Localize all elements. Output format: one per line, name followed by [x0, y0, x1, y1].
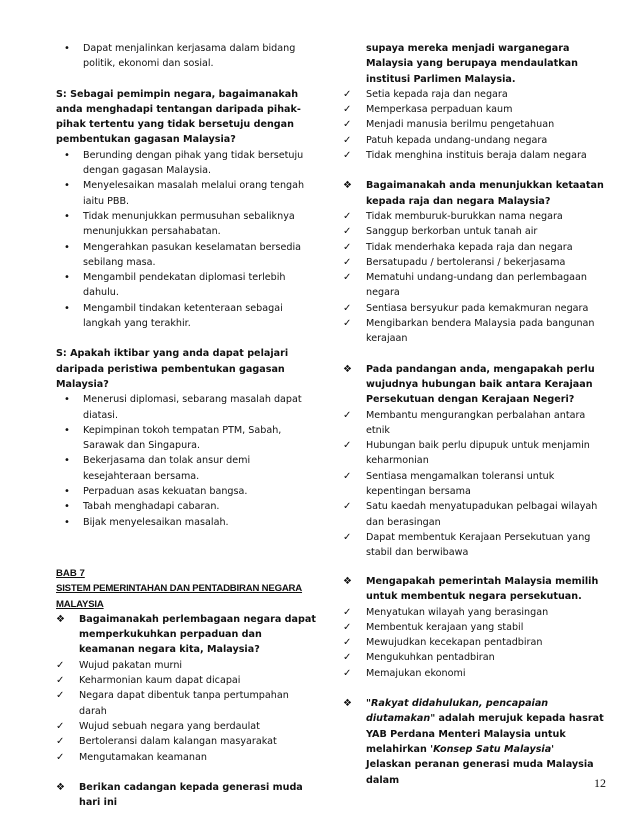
- question-lessons: S: Apakah iktibar yang anda dapat pelajari daripada peristiwa pembentukan gagasan Malaysia?: [56, 348, 289, 390]
- question-leadership: S: Sebagai pemimpin negara, bagaimanakah anda menghadapi tentangan daripada pihak-pihak tertentu yang tidak bersetuju dengan pembentukan gagasan Malaysia?: [56, 88, 301, 146]
- list-item: ✓ Mewujudkan kecekapan pentadbiran: [343, 635, 605, 650]
- list-item: ✓ Menyatukan wilayah yang berasingan: [343, 605, 605, 620]
- list-item: ✓ Menjadi manusia berilmu pengetahuan: [343, 117, 605, 132]
- chapter-title: SISTEM PEMERINTAHAN DAN PENTADBIRAN NEGARA MALAYSIA: [56, 583, 303, 610]
- page-number: 12: [594, 776, 606, 790]
- answer-list-loyalty: [343, 209, 605, 347]
- list-item: ✓ Membantu mengurangkan perbalahan antara etnik: [343, 408, 605, 439]
- answer-list-constitution: [56, 658, 318, 765]
- top-left-column: [56, 41, 318, 530]
- list-item: • Menyelesaikan masalah melalui orang tengah iaitu PBB.: [56, 178, 318, 209]
- list-item: • Mengambil tindakan ketenteraan sebagai langkah yang terakhir.: [56, 301, 318, 332]
- bottom-left-column: [56, 566, 318, 810]
- list-item: • Bijak menyelesaikan masalah.: [56, 515, 318, 530]
- list-item: ✓ Wujud pakatan murni: [56, 658, 318, 673]
- list-item: • Kepimpinan tokoh tempatan PTM, Sabah, Sarawak dan Singapura.: [56, 423, 318, 454]
- list-item: ✓ Sentiasa mengamalkan toleransi untuk kepentingan bersama: [343, 469, 605, 500]
- list-item: ✓ Bertoleransi dalam kalangan masyarakat: [56, 734, 318, 749]
- question-body-continued: Jelaskan peranan generasi muda Malaysia dalam: [366, 759, 594, 786]
- list-item: • Mengerahkan pasukan keselamatan bersedia sebilang masa.: [56, 240, 318, 271]
- list-item: ✓ Mengutamakan keamanan: [56, 750, 318, 765]
- list-item: ✓ Memperkasa perpaduan kaum: [343, 102, 605, 117]
- question-constitution: ❖ Bagaimanakah perlembagaan negara dapat memperkukuhkan perpaduan dan keamanan negara kita, Malaysia?: [56, 612, 318, 658]
- list-item: ✓ Keharmonian kaum dapat dicapai: [56, 673, 318, 688]
- list-item: ✓ Setia kepada raja dan negara: [343, 87, 605, 102]
- list-item: ✓ Mengibarkan bendera Malaysia pada bangunan kerajaan: [343, 316, 605, 347]
- list-item: ✓ Tidak memburuk-burukkan nama negara: [343, 209, 605, 224]
- quote-text: "Rakyat didahulukan, pencapaian diutamakan": [366, 698, 549, 725]
- list-item: ✓ Dapat membentuk Kerajaan Persekutuan yang stabil dan berwibawa: [343, 530, 605, 561]
- continued-text: supaya mereka menjadi warganegara Malaysia yang berupaya mendaulatkan institusi Parlimen Malaysia.: [366, 43, 578, 85]
- chapter-number: BAB 7: [56, 568, 85, 579]
- question-federal-state: ❖ Pada pandangan anda, mengapakah perlu wujudnya hubungan baik antara Kerajaan Persekutuan dengan Kerajaan Negeri?: [343, 362, 605, 408]
- list-item: ✓ Membentuk kerajaan yang stabil: [343, 620, 605, 635]
- answer-list-leadership: [56, 148, 318, 332]
- list-item: ✓ Sanggup berkorban untuk tanah air: [343, 224, 605, 239]
- list-item: • Mengambil pendekatan diplomasi terlebih dahulu.: [56, 270, 318, 301]
- question-young-generation: ❖ Berikan cadangan kepada generasi muda hari ini: [56, 780, 318, 811]
- list-item: • Tabah menghadapi cabaran.: [56, 499, 318, 514]
- list-item: ✓ Mematuhi undang-undang dan perlembagaan negara: [343, 270, 605, 301]
- list-item: ✓ Memajukan ekonomi: [343, 666, 605, 681]
- list-item: ✓ Mengukuhkan pentadbiran: [343, 650, 605, 665]
- question-loyalty: ❖ Bagaimanakah anda menunjukkan ketaatan kepada raja dan negara Malaysia?: [343, 178, 605, 209]
- list-item: • Menerusi diplomasi, sebarang masalah dapat diatasi.: [56, 392, 318, 423]
- list-item: • Perpaduan asas kekuatan bangsa.: [56, 484, 318, 499]
- list-item: ✓ Negara dapat dibentuk tanpa pertumpahan darah: [56, 688, 318, 719]
- list-item: • Berunding dengan pihak yang tidak bersetuju dengan gagasan Malaysia.: [56, 148, 318, 179]
- intro-bullet-list: [56, 41, 318, 72]
- konsep-text: 'Konsep Satu Malaysia': [430, 743, 555, 755]
- bottom-right-column: [343, 574, 605, 788]
- answer-list-federal-state: [343, 408, 605, 561]
- list-item: ✓ Patuh kepada undang-undang negara: [343, 133, 605, 148]
- list-item: ✓ Tidak menghina instituis beraja dalam negara: [343, 148, 605, 163]
- list-item: ✓ Wujud sebuah negara yang berdaulat: [56, 719, 318, 734]
- checklist-continued: [343, 87, 605, 163]
- list-item: • Bekerjasama dan tolak ansur demi kesejahteraan bersama.: [56, 453, 318, 484]
- list-item: ✓ Hubungan baik perlu dipupuk untuk menjamin keharmonian: [343, 438, 605, 469]
- list-item: • Tidak menunjukkan permusuhan sebaliknya menunjukkan persahabatan.: [56, 209, 318, 240]
- list-item: • Dapat menjalinkan kerjasama dalam bidang politik, ekonomi dan sosial.: [56, 41, 318, 72]
- list-item: ✓ Tidak menderhaka kepada raja dan negara: [343, 240, 605, 255]
- top-right-column: [343, 41, 605, 561]
- answer-list-lessons: [56, 392, 318, 530]
- question-1malaysia: [343, 696, 605, 788]
- answer-list-federation: [343, 605, 605, 681]
- question-federation: ❖ Mengapakah pemerintah Malaysia memilih untuk membentuk negara persekutuan.: [343, 574, 605, 605]
- question-body: adalah merujuk kepada hasrat YAB Perdana Menteri Malaysia untuk melahirkan: [366, 713, 604, 755]
- list-item: ✓ Bersatupadu / bertoleransi / bekerjasama: [343, 255, 605, 270]
- list-item: ✓ Satu kaedah menyatupadukan pelbagai wilayah dan berasingan: [343, 499, 605, 530]
- list-item: ✓ Sentiasa bersyukur pada kemakmuran negara: [343, 301, 605, 316]
